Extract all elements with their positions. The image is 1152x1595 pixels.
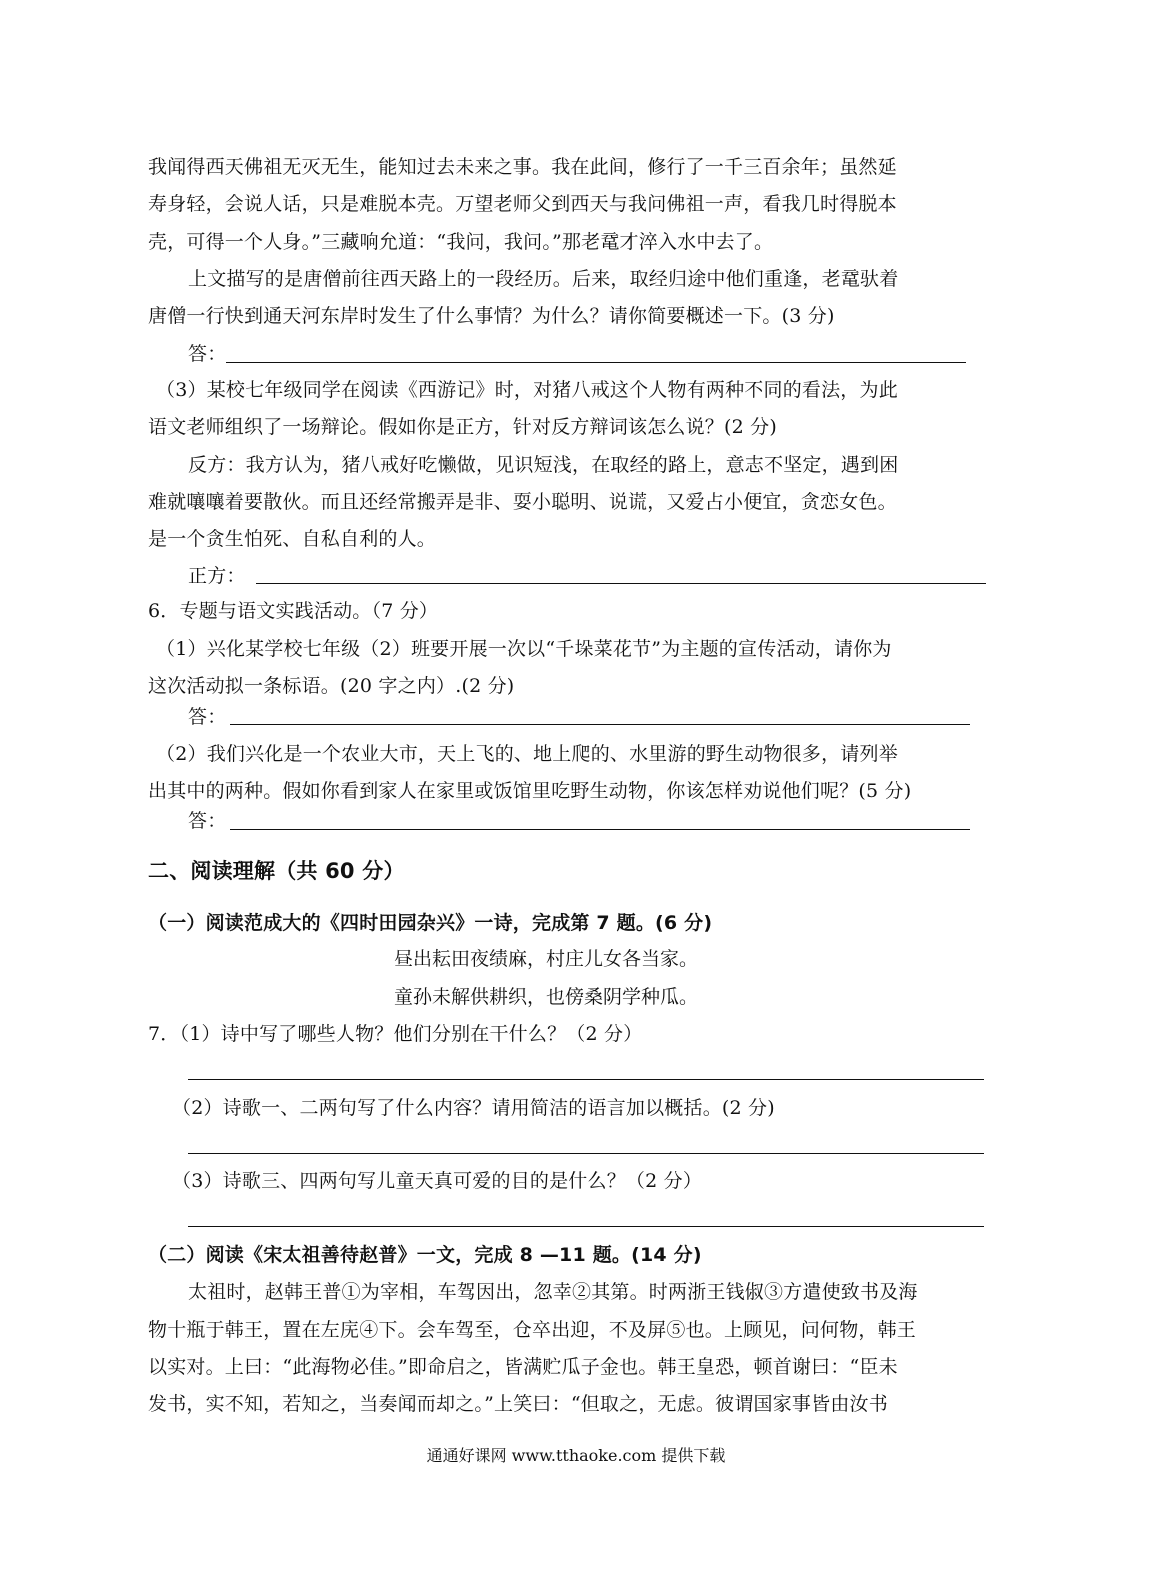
paragraph-line: 反方：我方认为，猪八戒好吃懒做，见识短浅，在取经的路上，意志不坚定，遇到困 — [188, 454, 899, 476]
question-line: （2）诗歌一、二两句写了什么内容？请用简洁的语言加以概括。(2 分) — [172, 1097, 775, 1119]
answer-label: 答： — [188, 706, 227, 728]
question-line: 这次活动拟一条标语。(20 字之内）.(2 分) — [148, 675, 515, 697]
subsection-heading: （一）阅读范成大的《四时田园杂兴》一诗，完成第 7 题。(6 分) — [148, 912, 713, 934]
paragraph-line: 上文描写的是唐僧前往西天路上的一段经历。后来，取经归途中他们重逢，老鼋驮着 — [188, 268, 899, 290]
answer-rule — [230, 829, 970, 830]
question-line: （2）我们兴化是一个农业大市，天上飞的、地上爬的、水里游的野生动物很多，请列举 — [156, 743, 898, 765]
answer-label: 答： — [188, 343, 227, 365]
paragraph-line: 难就嚷嚷着要散伙。而且还经常搬弄是非、耍小聪明、说谎，又爱占小便宜，贪恋女色。 — [148, 491, 897, 513]
question-line: 语文老师组织了一场辩论。假如你是正方，针对反方辩词该怎么说？(2 分) — [148, 416, 777, 438]
question-line: 6．专题与语文实践活动。（7 分） — [148, 600, 439, 622]
question-line: 出其中的两种。假如你看到家人在家里或饭馆里吃野生动物，你该怎样劝说他们呢？(5 分) — [148, 780, 912, 802]
section-heading: 二、阅读理解（共 60 分） — [148, 859, 405, 883]
subsection-heading: （二）阅读《宋太祖善待赵普》一文，完成 8 —11 题。(14 分) — [148, 1244, 702, 1266]
poem-line: 童孙未解供耕织，也傍桑阴学种瓜。 — [394, 986, 699, 1008]
poem-line: 昼出耘田夜绩麻，村庄儿女各当家。 — [394, 948, 699, 970]
page-footer: 通通好课网 www.tthaoke.com 提供下载 — [426, 1446, 726, 1465]
answer-rule — [188, 1226, 984, 1227]
question-line: 7．（1）诗中写了哪些人物？他们分别在干什么？（2 分） — [148, 1023, 643, 1045]
answer-rule — [226, 362, 966, 363]
paragraph-line: 是一个贪生怕死、自私自利的人。 — [148, 528, 437, 550]
answer-label: 答： — [188, 810, 227, 832]
answer-rule — [188, 1079, 984, 1080]
paragraph-line: 壳，可得一个人身。”三藏响允道：“我问，我问。”那老鼋才淬入水中去了。 — [148, 231, 774, 253]
paragraph-line: 发书，实不知，若知之，当奏闻而却之。”上笑曰：“但取之，无虑。彼谓国家事皆由汝书 — [148, 1393, 888, 1415]
question-line: （1）兴化某学校七年级（2）班要开展一次以“千垛菜花节”为主题的宣传活动，请你为 — [156, 638, 892, 660]
answer-rule — [256, 583, 986, 584]
answer-rule — [188, 1153, 984, 1154]
answer-rule — [230, 724, 970, 725]
question-line: 唐僧一行快到通天河东岸时发生了什么事情？为什么？请你简要概述一下。(3 分) — [148, 305, 835, 327]
question-line: （3）某校七年级同学在阅读《西游记》时，对猪八戒这个人物有两种不同的看法，为此 — [156, 379, 898, 401]
paragraph-line: 寿身轻，会说人话，只是难脱本壳。万望老师父到西天与我问佛祖一声，看我几时得脱本 — [148, 193, 897, 215]
paragraph-line: 物十瓶于韩王，置在左庑④下。会车驾至，仓卒出迎，不及屏⑤也。上顾见，问何物，韩王 — [148, 1319, 917, 1341]
paragraph-line: 以实对。上曰：“此海物必佳。”即命启之，皆满贮瓜子金也。韩王皇恐，顿首谢曰：“臣未 — [148, 1356, 898, 1378]
paragraph-line: 我闻得西天佛祖无灭无生，能知过去未来之事。我在此间，修行了一千三百余年；虽然延 — [148, 156, 897, 178]
question-line: （3）诗歌三、四两句写儿童天真可爱的目的是什么？（2 分） — [172, 1170, 703, 1192]
answer-label: 正方： — [188, 565, 246, 587]
paragraph-line: 太祖时，赵韩王普①为宰相，车驾因出，忽幸②其第。时两浙王钱俶③方遣使致书及海 — [188, 1281, 918, 1303]
